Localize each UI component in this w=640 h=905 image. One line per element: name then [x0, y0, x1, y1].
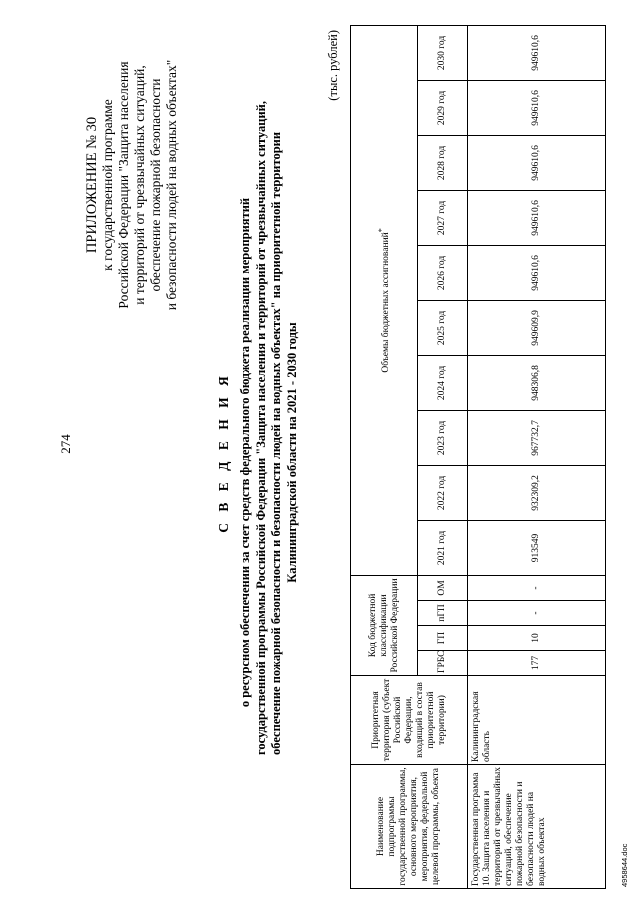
appendix-title: ПРИЛОЖЕНИЕ № 30 [84, 116, 100, 254]
cell-value: 949610,6 [468, 80, 606, 135]
table-row [468, 25, 606, 888]
units-label: (тыс. рублей) [326, 30, 340, 101]
cell-value: 913549 [468, 520, 606, 575]
cell-territory: Калининградская область [468, 676, 606, 765]
cell-value: 948306,8 [468, 355, 606, 410]
header-code: пГП [418, 601, 468, 626]
header-year: 2028 год [418, 135, 468, 190]
header-year: 2026 год [418, 245, 468, 300]
header-year: 2022 год [418, 465, 468, 520]
header-code: ОМ [418, 575, 468, 600]
cell-value: 949610,6 [468, 135, 606, 190]
appendix-line: и территорий от чрезвычайных ситуаций, [132, 65, 147, 305]
cell-value: 967732,7 [468, 410, 606, 465]
cell-code: 177 [468, 651, 606, 676]
appendix-line: к государственной программе [100, 99, 115, 271]
header-year: 2029 год [418, 80, 468, 135]
appendix-block [84, 20, 180, 350]
subtitle-line: о ресурсном обеспечении за счет средств федерального бюджета реализации мероприятий [238, 197, 252, 708]
header-code: ГП [418, 626, 468, 651]
appendix-line: Российской Федерации "Защита населения [116, 61, 131, 309]
subtitle-line: Калининградской области на 2021 - 2030 годы [284, 322, 299, 583]
header-volumes-group [351, 25, 418, 575]
cell-value: 932309,2 [468, 465, 606, 520]
cell-code: 10 [468, 626, 606, 651]
document-title: С В Е Д Е Н И Я [216, 372, 231, 533]
header-code-group: Код бюджетной классификации Российской Федерации [351, 575, 418, 675]
cell-code: - [468, 575, 606, 600]
header-year: 2027 год [418, 190, 468, 245]
appendix-line: обеспечение пожарной безопасности [148, 78, 163, 292]
page-number: 274 [58, 434, 73, 454]
header-volumes-label: Объемы бюджетных ассигнований [381, 232, 392, 373]
header-year: 2030 год [418, 25, 468, 80]
cell-value: 949609,9 [468, 300, 606, 355]
footnote-mark: * [376, 228, 386, 233]
subtitle-line: государственной программы Российской Федерации "Защита населения и территорий от чрезвычайных ситуаций, [253, 101, 268, 755]
file-code: 4958644.doc [620, 843, 629, 887]
header-year: 2025 год [418, 300, 468, 355]
subtitle-line: обеспечение пожарной безопасности и безопасности людей на водных объектах" на приоритетной территории [269, 131, 283, 755]
header-year: 2023 год [418, 410, 468, 465]
cell-value: 949610,6 [468, 190, 606, 245]
appendix-line: и безопасности людей на водных объектах" [164, 59, 179, 311]
cell-name: Государственная программа 10. Защита населения и территорий от чрезвычайных ситуаций, обеспечение пожарной безопасности и безопасности людей на водных объектах [468, 765, 606, 889]
header-name: Наименование подпрограммы государственной программы, основного мероприятия, мероприятия, федеральной целевой программы, объекта [351, 765, 468, 889]
cell-value: 949610,6 [468, 245, 606, 300]
budget-table [350, 25, 606, 889]
header-year: 2024 год [418, 355, 468, 410]
header-territory: Приоритетная территория (субъект Российской Федерации, входящий в состав приоритетной территории) [351, 676, 468, 765]
header-code: ГРБС [418, 651, 468, 676]
cell-code: - [468, 601, 606, 626]
cell-value: 949610,6 [468, 25, 606, 80]
document-subtitle [238, 101, 300, 755]
header-year: 2021 год [418, 520, 468, 575]
